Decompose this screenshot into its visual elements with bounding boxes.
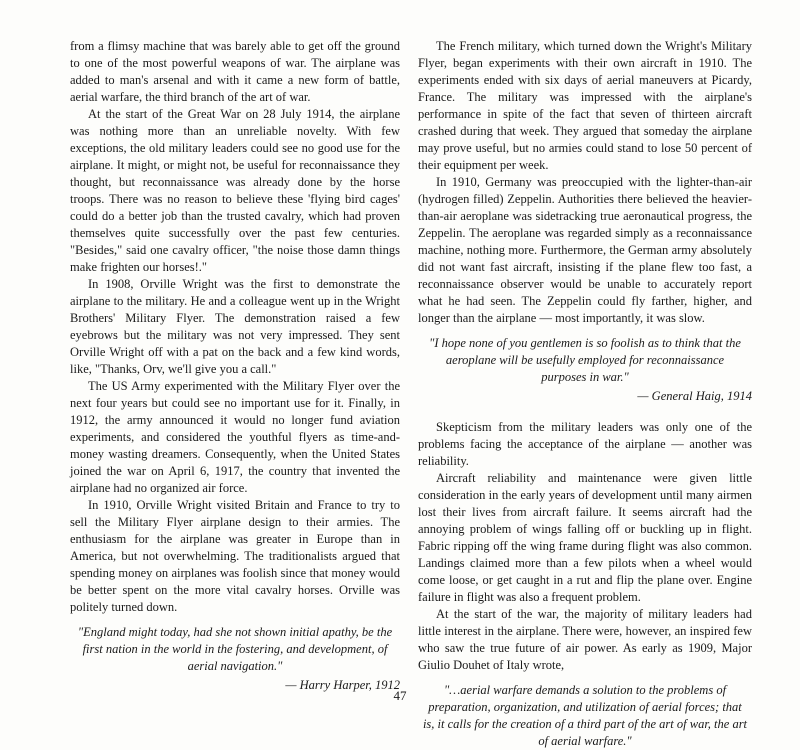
block-quote: "England might today, had she not shown initial apathy, be the first nation in the world in the fostering, and development, of aerial navigation." <box>77 625 393 673</box>
quote-attribution: — Harry Harper, 1912 <box>285 678 400 692</box>
paragraph: At the start of the Great War on 28 July 1914, the airplane was nothing more than an unreliable novelty. With few exceptions, the old military leaders could see no good use for the airplane. It might, or might not, be useful for reconnaissance they thought, but reconnaissance was already done by the horse troops. There was no reason to believe these 'flying bird cages' could do a better job than the trusted cavalry, which had proven themselves quite successfully over the past few centuries. "Besides," said one cavalry officer, "the noise those damn things make frighten our horses!." <box>70 107 400 274</box>
paragraph: from a flimsy machine that was barely able to get off the ground to one of the most powerful weapons of war. The airplane was added to man's arsenal and with it came a new form of battle, aerial warfare, the third branch of the art of war. <box>70 39 400 104</box>
paragraph: Aircraft reliability and maintenance were given little consideration in the early years of development until many airmen lost their lives from aircraft failure. It seems aircraft had the annoying problem of wings falling off or buckling up in flight. Fabric ripping off the wing frame during flight was also common. Landings claimed more than a few pilots when a wheel would come loose, or get caught in a rut and flip the plane over. Engine failure in flight was also a frequent problem. <box>418 471 752 604</box>
paragraph: The US Army experimented with the Military Flyer over the next four years but could see no important use for it. Finally, in 1912, the army announced it would no longer fund aviation experiments, and considered the youthful flyers as time-and-money wasting dreamers. Consequently, when the United States joined the war on April 6, 1917, the country that invented the airplane had no organized air force. <box>70 379 400 495</box>
page-number: 47 <box>393 688 407 703</box>
block-quote: "…aerial warfare demands a solution to the problems of preparation, organization, and utilization of aerial forces; that is, it calls for the creation of a third part of the art of war, the art of aerial warfare." <box>422 683 748 748</box>
paragraph: The French military, which turned down the Wright's Military Flyer, began experiments with their own aircraft in 1910. The experiments ended with six days of aerial maneuvers at Picardy, France. The military was impressed with the airplane's performance in spite of the fact that seven of thirteen aircraft crashed during that week. They argued that someday the airplane may prove useful, but no armies could stand to lose 50 percent of their equipment per week. <box>418 39 752 172</box>
block-quote: "I hope none of you gentlemen is so foolish as to think that the aeroplane will be usefully employed for reconnaissance purposes in war." <box>429 336 741 384</box>
right-column <box>418 38 752 750</box>
paragraph: At the start of the war, the majority of military leaders had little interest in the airplane. There were, however, an inspired few who saw the true future of air power. As early as 1909, Major Giulio Douhet of Italy wrote, <box>418 607 752 672</box>
paragraph: Skepticism from the military leaders was only one of the problems facing the acceptance of the airplane — another was reliability. <box>418 420 752 468</box>
paragraph: In 1910, Orville Wright visited Britain and France to try to sell the Military Flyer airplane design to their armies. The enthusiasm for the airplane was greater in Europe than in America, but not overwhelming. The traditionalists argued that spending money on airplanes was foolish since that money would be better spent on the more vital cavalry horses. Orville was politely turned down. <box>70 498 400 614</box>
paragraph: In 1908, Orville Wright was the first to demonstrate the airplane to the military. He and a colleague went up in the Wright Brothers' Military Flyer. The demonstration raised a few eyebrows but the military was not very impressed. They sent Orville Wright off with a pat on the back and a few kind words, like, "Thanks, Orv, we'll give you a call." <box>70 277 400 376</box>
paragraph: In 1910, Germany was preoccupied with the lighter-than-air (hydrogen filled) Zeppelin. Authorities there believed the heavier-than-air aeroplane was sidetracking true aeronautical progress, the Zeppelin. The aeroplane was regarded simply as a reconnaissance machine, nothing more. Furthermore, the German army absolutely did not want fast aircraft, insisting if the plane flew too fast, a reconnaissance observer would be unable to accurately report what he had seen. The Zeppelin could fly farther, higher, and longer than the airplane — most importantly, it was slow. <box>418 175 752 325</box>
quote-attribution: — General Haig, 1914 <box>637 389 752 403</box>
left-column <box>70 38 400 694</box>
